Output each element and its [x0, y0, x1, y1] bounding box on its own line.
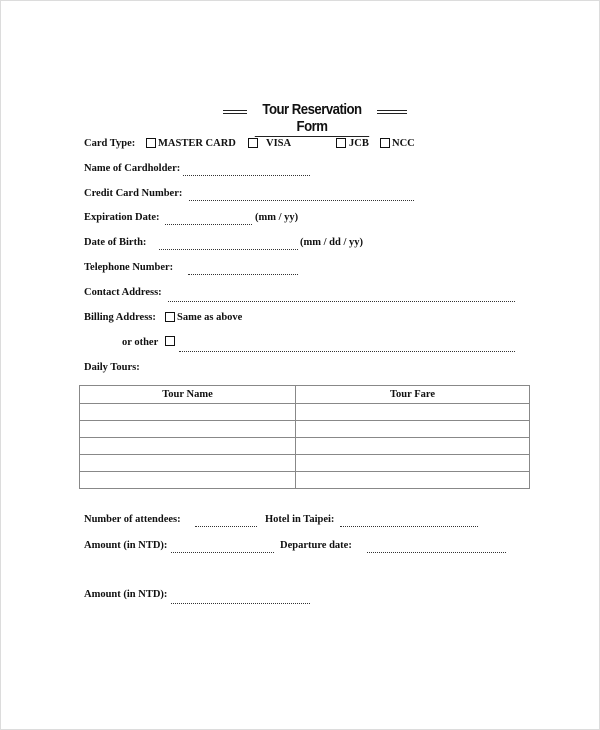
card-type-label: Card Type:: [84, 138, 136, 149]
table-row: [80, 438, 530, 455]
tour-name-header: Tour Name: [80, 386, 296, 404]
form-title: [223, 101, 407, 135]
amount-label-2: Amount (in NTD):: [84, 589, 168, 600]
amount-field-2[interactable]: [171, 603, 310, 604]
contact-address-field[interactable]: [168, 301, 515, 302]
tour-fare-cell[interactable]: [296, 438, 530, 455]
master-card-option: MASTER CARD: [158, 138, 236, 149]
departure-field[interactable]: [367, 552, 506, 553]
same-as-above-option: Same as above: [177, 312, 243, 323]
telephone-field[interactable]: [188, 274, 298, 275]
tour-fare-header: Tour Fare: [296, 386, 530, 404]
tour-fare-cell[interactable]: [296, 404, 530, 421]
cardholder-field[interactable]: [183, 175, 310, 176]
hotel-label: Hotel in Taipei:: [265, 514, 335, 525]
hotel-field[interactable]: [340, 526, 478, 527]
dob-hint: (mm / dd / yy): [300, 237, 363, 248]
tour-fare-cell[interactable]: [296, 455, 530, 472]
credit-card-field[interactable]: [189, 200, 414, 201]
tour-fare-cell[interactable]: [296, 421, 530, 438]
telephone-label: Telephone Number:: [84, 262, 174, 273]
cardholder-label: Name of Cardholder:: [84, 163, 181, 174]
dob-field[interactable]: [159, 249, 298, 250]
form-title-text: Tour Reservation Form: [255, 101, 369, 137]
table-row: [80, 472, 530, 489]
amount-label-1: Amount (in NTD):: [84, 540, 168, 551]
contact-address-label: Contact Address:: [84, 287, 162, 298]
credit-card-label: Credit Card Number:: [84, 188, 183, 199]
tour-fare-cell[interactable]: [296, 472, 530, 489]
amount-field-1[interactable]: [171, 552, 274, 553]
ncc-option: NCC: [392, 138, 415, 149]
table-row: [80, 421, 530, 438]
tour-name-cell[interactable]: [80, 421, 296, 438]
dob-label: Date of Birth:: [84, 237, 147, 248]
billing-address-label: Billing Address:: [84, 312, 156, 323]
jcb-option: JCB: [349, 138, 369, 149]
title-rule-left: [223, 110, 247, 114]
visa-option: VISA: [266, 138, 292, 149]
ncc-checkbox[interactable]: [380, 138, 390, 148]
expiration-hint: (mm / yy): [255, 212, 299, 223]
table-header-row: [80, 386, 530, 404]
attendees-label: Number of attendees:: [84, 514, 181, 525]
title-rule-right: [377, 110, 407, 114]
or-other-label: or other: [122, 337, 159, 348]
attendees-field[interactable]: [195, 526, 257, 527]
expiration-field[interactable]: [165, 224, 252, 225]
jcb-checkbox[interactable]: [336, 138, 346, 148]
tour-name-cell[interactable]: [80, 455, 296, 472]
or-other-checkbox[interactable]: [165, 336, 175, 346]
departure-label: Departure date:: [280, 540, 352, 551]
table-row: [80, 455, 530, 472]
tour-name-cell[interactable]: [80, 472, 296, 489]
master-card-checkbox[interactable]: [146, 138, 156, 148]
expiration-label: Expiration Date:: [84, 212, 160, 223]
visa-checkbox[interactable]: [248, 138, 258, 148]
same-as-above-checkbox[interactable]: [165, 312, 175, 322]
tour-name-cell[interactable]: [80, 438, 296, 455]
daily-tours-label: Daily Tours:: [84, 362, 140, 373]
daily-tours-table: [79, 385, 530, 489]
other-address-field[interactable]: [179, 351, 515, 352]
tour-name-cell[interactable]: [80, 404, 296, 421]
table-row: [80, 404, 530, 421]
